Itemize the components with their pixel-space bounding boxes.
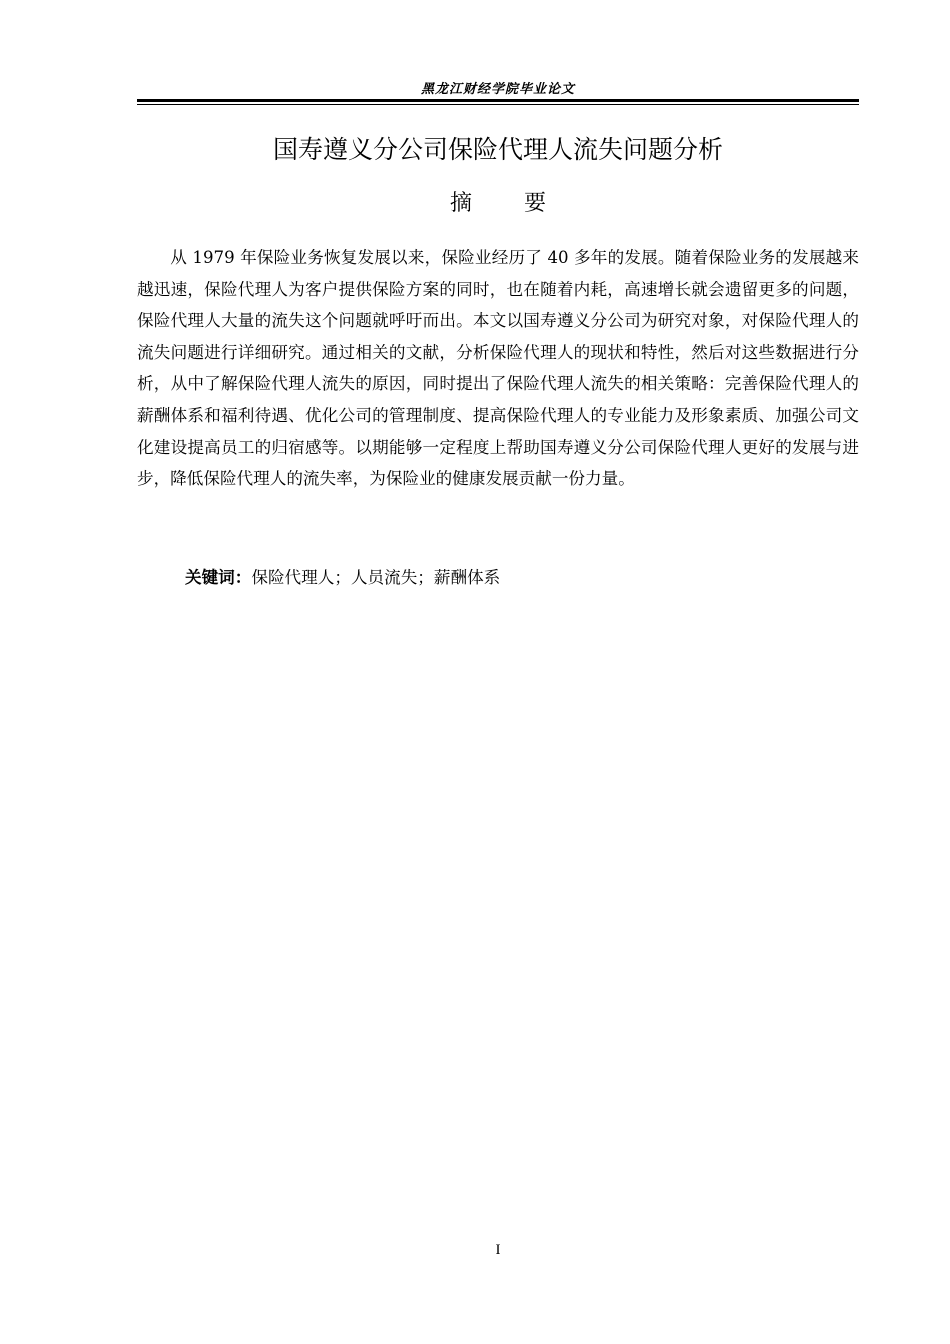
abstract-heading-left: 摘: [449, 191, 472, 216]
abstract-heading: [137, 187, 859, 221]
header-rule-thick: [137, 99, 859, 102]
page-number: I: [495, 1242, 501, 1258]
abstract-body: 从 1979 年保险业务恢复发展以来，保险业经历了 40 多年的发展。随着保险业务的发展越来越迅速，保险代理人为客户提供保险方案的同时，也在随着内耗，高速增长就会遗留更多的问题，保险代理人大量的流失这个问题就呼吁而出。本文以国寿遵义分公司为研究对象，对保险代理人的流失问题进行详细研究。通过相关的文献，分析保险代理人的现状和特性，然后对这些数据进行分析，从中了解保险代理人流失的原因，同时提出了保险代理人流失的相关策略：完善保险代理人的薪酬体系和福利待遇、优化公司的管理制度、提高保险代理人的专业能力及形象素质、加强公司文化建设提高员工的归宿感等。以期能够一定程度上帮助国寿遵义分公司保险代理人更好的发展与进步，降低保险代理人的流失率，为保险业的健康发展贡献一份力量。: [137, 248, 859, 489]
keywords-line: [185, 563, 859, 593]
keywords-value: 保险代理人；人员流失；薪酬体系: [251, 568, 501, 587]
keywords-label: 关键词：: [185, 568, 252, 587]
paper-title: 国寿遵义分公司保险代理人流失问题分析: [272, 135, 723, 164]
abstract-heading-right: 要: [524, 191, 547, 216]
header-rule-thin: [137, 104, 859, 105]
running-header: 黑龙江财经学院毕业论文: [420, 82, 575, 97]
